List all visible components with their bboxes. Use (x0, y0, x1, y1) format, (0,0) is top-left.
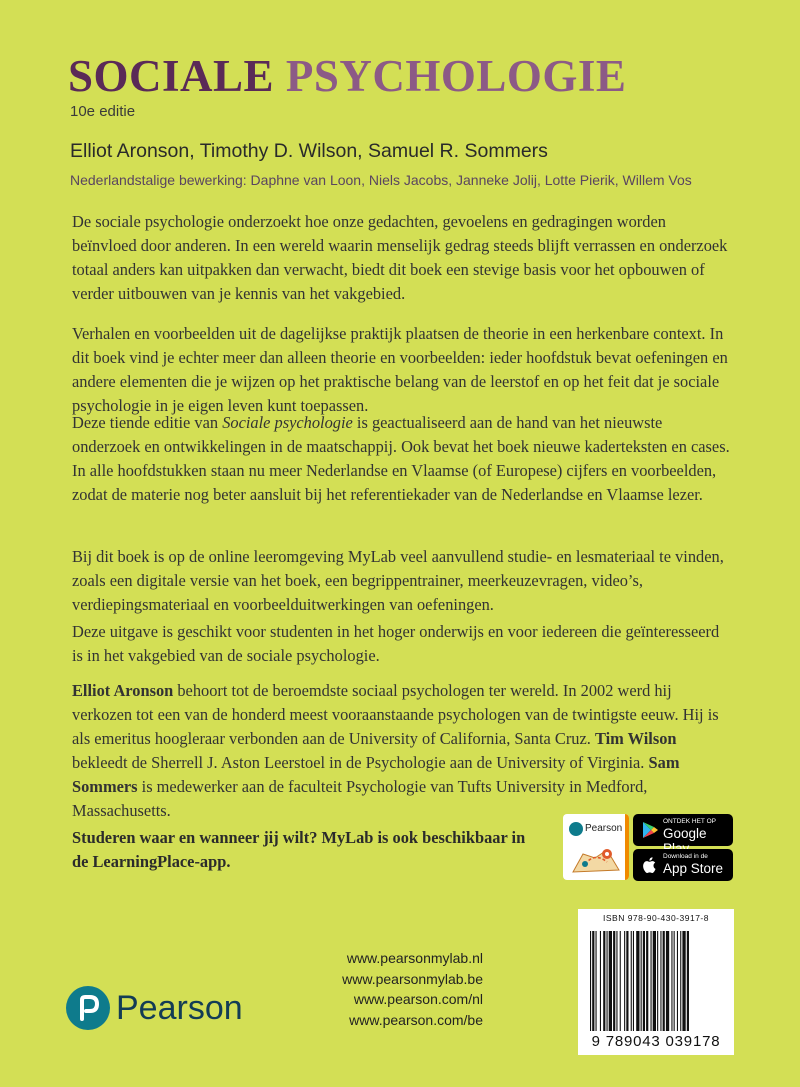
p3-before: Deze tiende editie van (72, 413, 223, 432)
app-store-label: App Store (663, 861, 724, 876)
pearson-wordmark: Pearson (116, 989, 243, 1027)
paragraph-1-text: De sociale psychologie onderzoekt hoe onze gedachten, gevoelens en gedragingen worden beïnvloed door anderen. In een wereld waarin menselijk gedrag steeds blijft verrassen en onderzoek totaal anders kan uitpakken dan verwacht, biedt dit boek een stevige basis voor het opbouwen of verder uitbouwen van je kennis van het vakgebied. (72, 212, 728, 303)
website-urls (330, 948, 483, 1030)
edition: 10e editie (70, 103, 136, 120)
paragraph-4-text: Bij dit boek is op de online leeromgeving MyLab veel aanvullend studie- en lesmateriaal te vinden, zoals een digitale versie van het boek, een begrippentrainer, meerkeuzevragen, video’s, verdiepingsmateriaal en voorbeelduitwerkingen van oefeningen. (72, 547, 724, 614)
dutch-adaptation: Nederlandstalige bewerking: Daphne van Loon, Niels Jacobs, Janneke Jolij, Lotte Pierik, Willem Vos (70, 172, 692, 188)
app-store-badge[interactable] (633, 849, 733, 881)
book-title (68, 50, 626, 102)
google-play-label: Google (663, 826, 707, 841)
paragraph-6-text (72, 679, 732, 823)
map-pin-icon (571, 842, 621, 874)
title-part-psychologie: PSYCHOLOGIE (285, 51, 627, 101)
isbn-number: 9 789043 039178 (591, 1033, 721, 1050)
paragraph-edition (72, 411, 732, 507)
google-play-small-label: ONTDEK HET OP (663, 818, 716, 825)
p3-book-title: Sociale psychologie (222, 413, 353, 432)
isbn-barcode (578, 909, 734, 1055)
p3-after: is geactualiseerd aan de hand van het nieuwste onderzoek en ontwikkelingen in de maatschappij. Ook bevat het boek nieuwe kaderteksten en cases. In alle hoofdstukken staan nu meer Nederlandse en Vlaamse (of Europese) cijfers en voorbeelden, zodat de materie nog beter aansluit bij het referentiekader van de Nederlandse en Vlaamse lezer. (72, 413, 730, 504)
mylab-callout: Studeren waar en wanneer jij wilt? MyLab is ook beschikbaar in de LearningPlace-app. (72, 828, 526, 871)
google-play-badge[interactable] (633, 814, 733, 846)
paragraph-audience (72, 620, 732, 668)
paragraph-2-text: Verhalen en voorbeelden uit de dagelijkse praktijk plaatsen de theorie in een herkenbare context. In dit boek vind je echter meer dan alleen theorie en voorbeelden: ieder hoofdstuk bevat oefeningen en andere elementen die je wijzen op het praktische belang van de leerstof en op het feit dat je sociale psychologie in je eigen leven kunt toepassen. (72, 324, 728, 415)
learningplace-app-icon (563, 814, 629, 880)
apple-icon (641, 856, 659, 874)
url-pearson-nl: www.pearson.com/nl (353, 991, 483, 1007)
pearson-logo-icon (66, 986, 110, 1030)
bio-text-sommers: is medewerker aan de faculteit Psychologie van Tufts University in Medford, Massachusetts. (72, 777, 648, 820)
barcode-bars (590, 931, 722, 1031)
isbn-text: ISBN 978-90-430-3917-8 (603, 913, 709, 923)
title-part-sociale: SOCIALE (68, 51, 275, 101)
url-pearsonmylab-be: www.pearsonmylab.be (342, 970, 483, 987)
mylab-card-label: Pearson (585, 823, 623, 834)
bio-text-wilson: bekleedt de Sherrell J. Aston Leerstoel in de Psychologie aan de University of Virginia. (72, 753, 649, 772)
google-play-icon (641, 821, 659, 839)
paragraph-intro (72, 210, 732, 306)
paragraph-context (72, 322, 732, 418)
bio-text-aronson: behoort tot de beroemdste sociaal psychologen ter wereld. In 2002 werd hij verkozen tot een van de honderd meest vooraanstaande psychologen van de twintigste eeuw. Hij is als emeritus hoogleraar verbonden aan de University of California, Santa Cruz. (72, 681, 719, 748)
pearson-mini-logo-icon (569, 822, 583, 836)
bio-name-aronson: Elliot Aronson (72, 681, 174, 700)
bio-name-wilson: Tim Wilson (594, 729, 677, 748)
app-store-small-label: Download in de (663, 853, 708, 860)
authors: Elliot Aronson, Timothy D. Wilson, Samuel R. Sommers (70, 140, 548, 162)
url-pearson-be: www.pearson.com/be (349, 1011, 483, 1028)
paragraph-5-text: Deze uitgave is geschikt voor studenten in het hoger onderwijs en voor iedereen die geïnteresseerd is in het vakgebied van de sociale psychologie. (72, 622, 720, 665)
url-pearsonmylab-nl: www.pearsonmylab.nl (346, 950, 483, 966)
paragraph-authors-bio (72, 679, 732, 823)
paragraph-mylab (72, 545, 732, 617)
card-accent-strip (625, 814, 629, 880)
paragraph-3-text (72, 411, 732, 507)
bio-name-sommers: Sam Sommers (72, 753, 680, 796)
